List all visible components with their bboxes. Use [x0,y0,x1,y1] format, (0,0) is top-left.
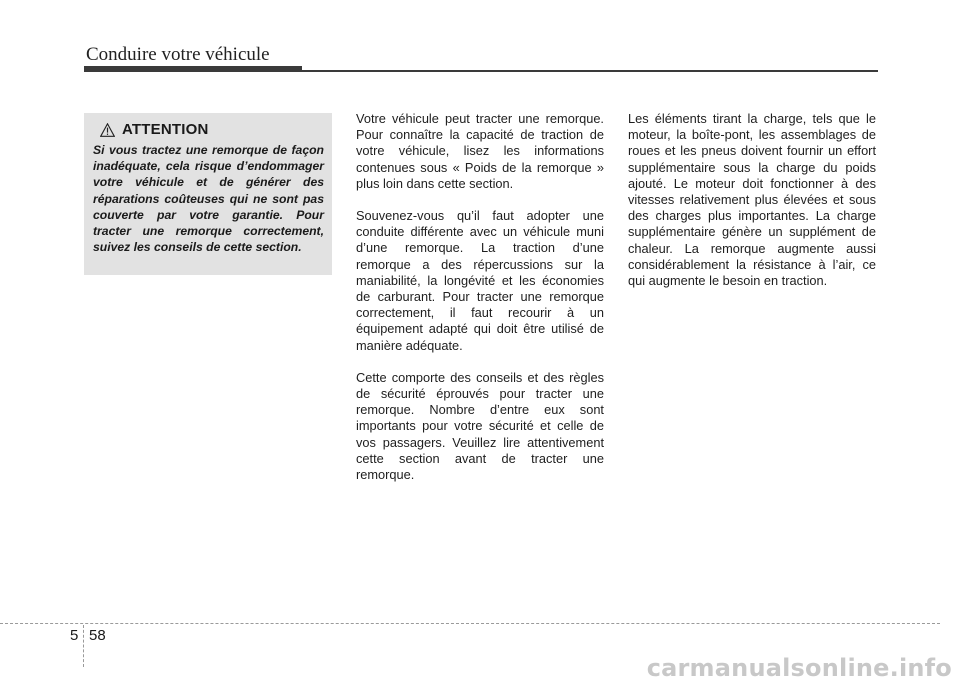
page-number: 58 [89,627,106,644]
footer-divider [83,625,84,667]
page-title: Conduire votre véhicule [86,44,270,65]
paragraph: Souvenez-vous qu’il faut adopter une conduite différente avec un véhicule muni d’une remorque. La traction d’une remorque a des répercussions sur la maniabilité, la longévité et les économies de carburant. Pour tracter une remorque correctement, il faut recourir à un équipement adapté qui doit être utilisé de manière adéquate. [356,208,604,353]
attention-text: Si vous tractez une remorque de façon inadéquate, cela risque d’endommager votre véhicule et de générer des réparations coûteuses qui ne sont pas couverte par votre garantie. Pour tracter une remorque correctement, suivez les conseils de cette section. [93,143,324,255]
warning-triangle-icon [100,123,115,137]
attention-heading [100,121,324,138]
chapter-number: 5 [70,627,79,644]
header-rule-thin [302,70,878,72]
paragraph: Les éléments tirant la charge, tels que le moteur, la boîte-pont, les assemblages de roues et les pneus doivent fournir un effort supplémentaire sous la charge du poids ajouté. Le moteur doit fonctionner à des vitesses relativement plus élevées et sous des charges plus importantes. La charge supplémentaire génère un supplément de chaleur. La remorque augmente aussi considérablement la résistance à l’air, ce qui augmente le besoin en traction. [628,111,876,289]
watermark: carmanualsonline.info [646,654,952,682]
attention-box [84,113,332,275]
footer-rule [0,623,940,624]
paragraph: Cette comporte des conseils et des règles de sécurité éprouvés pour tracter une remorque. Nombre d’entre eux sont importants pour votre sécurité et celle de vos passagers. Veuillez lire attentivement cette section avant de tracter une remorque. [356,369,604,483]
header-rule-thick [84,66,302,72]
middle-column [356,111,604,499]
attention-title: ATTENTION [122,121,209,138]
right-column [628,111,876,305]
paragraph: Votre véhicule peut tracter une remorque. Pour connaître la capacité de traction de votre véhicule, lisez les informations contenues sous « Poids de la remorque » plus loin dans cette section. [356,111,604,191]
